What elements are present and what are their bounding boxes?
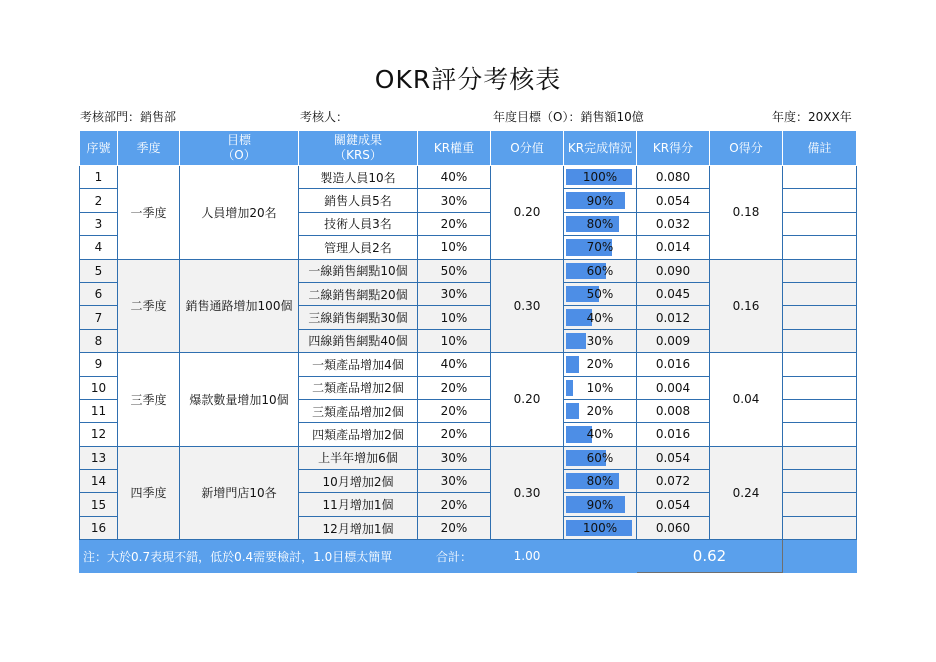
kr-score-cell: 0.054 [637,493,710,516]
header-remark: 備註 [783,131,857,166]
footer-total-score: 0.62 [637,540,783,573]
header-row [80,131,857,166]
kr-score-cell: 0.009 [637,329,710,352]
table-row [80,446,857,469]
weight-cell: 30% [418,282,491,305]
kr-score-cell: 0.060 [637,516,710,539]
remark-cell [783,166,857,189]
header-weight: KR權重 [418,131,491,166]
kr-score-cell: 0.016 [637,353,710,376]
key-result-cell: 銷售人員5名 [299,189,418,212]
row-no: 9 [80,353,118,376]
row-no: 11 [80,399,118,422]
completion-cell [564,446,637,469]
footer-total-label: 合計： [418,540,491,573]
row-no: 10 [80,376,118,399]
o-result-cell: 0.04 [710,353,783,447]
completion-label: 50% [586,287,614,302]
remark-cell [783,259,857,282]
weight-cell: 10% [418,306,491,329]
footer-note: 注：大於0.7表現不錯，低於0.4需要檢討，1.0目標太簡單 [80,540,418,573]
department-label: 考核部門：銷售部 [80,110,177,124]
header-o-result: O得分 [710,131,783,166]
row-no: 16 [80,516,118,539]
remark-cell [783,446,857,469]
kr-score-cell: 0.004 [637,376,710,399]
completion-cell [564,282,637,305]
kr-score-cell: 0.008 [637,399,710,422]
completion-cell [564,470,637,493]
remark-cell [783,516,857,539]
key-result-cell: 一類產品增加4個 [299,353,418,376]
completion-cell [564,329,637,352]
weight-cell: 20% [418,423,491,446]
table-row [80,353,857,376]
kr-score-cell: 0.032 [637,212,710,235]
o-score-cell: 0.30 [491,446,564,540]
completion-label: 100% [582,170,618,185]
row-no: 1 [80,166,118,189]
row-no: 14 [80,470,118,493]
page-title: OKR評分考核表 [374,65,562,94]
header-krs [299,131,418,166]
o-score-cell: 0.30 [491,259,564,353]
assessor-label: 考核人： [300,110,349,124]
kr-score-cell: 0.054 [637,446,710,469]
key-result-cell: 三類產品增加2個 [299,399,418,422]
weight-cell: 10% [418,329,491,352]
remark-cell [783,282,857,305]
completion-cell [564,306,637,329]
kr-score-cell: 0.016 [637,423,710,446]
remark-cell [783,470,857,493]
completion-label: 60% [586,263,614,278]
kr-score-cell: 0.045 [637,282,710,305]
key-result-cell: 三線銷售網點30個 [299,306,418,329]
weight-cell: 50% [418,259,491,282]
kr-score-cell: 0.014 [637,236,710,259]
completion-cell [564,259,637,282]
completion-label: 90% [586,497,614,512]
row-no: 12 [80,423,118,446]
footer-spacer [564,540,637,573]
completion-label: 30% [586,333,614,348]
completion-cell [564,376,637,399]
weight-cell: 40% [418,353,491,376]
completion-cell [564,236,637,259]
kr-score-cell: 0.080 [637,166,710,189]
completion-cell [564,353,637,376]
key-result-cell: 12月增加1個 [299,516,418,539]
key-result-cell: 11月增加1個 [299,493,418,516]
key-result-cell: 四類產品增加2個 [299,423,418,446]
completion-bar [566,356,579,372]
weight-cell: 20% [418,493,491,516]
weight-cell: 20% [418,212,491,235]
remark-cell [783,236,857,259]
year-label: 年度：20XX年 [772,110,852,124]
key-result-cell: 管理人員2名 [299,236,418,259]
key-result-cell: 上半年增加6個 [299,446,418,469]
okr-table [79,130,857,573]
remark-cell [783,329,857,352]
completion-bar [566,380,573,396]
completion-label: 100% [582,521,618,536]
remark-cell [783,353,857,376]
completion-label: 20% [586,404,614,419]
remark-cell [783,423,857,446]
header-objective-line2: （O） [222,148,256,162]
objective-cell: 人員增加20名 [180,166,299,260]
o-score-cell: 0.20 [491,166,564,260]
completion-label: 10% [586,380,614,395]
completion-cell [564,166,637,189]
weight-cell: 20% [418,516,491,539]
objective-cell: 新增門店10各 [180,446,299,540]
key-result-cell: 技術人員3名 [299,212,418,235]
completion-cell [564,516,637,539]
completion-cell [564,493,637,516]
header-o-score: O分值 [491,131,564,166]
weight-cell: 40% [418,166,491,189]
kr-score-cell: 0.090 [637,259,710,282]
kr-score-cell: 0.012 [637,306,710,329]
completion-label: 70% [586,240,614,255]
completion-label: 40% [586,427,614,442]
key-result-cell: 製造人員10名 [299,166,418,189]
row-no: 2 [80,189,118,212]
completion-cell [564,399,637,422]
row-no: 6 [80,282,118,305]
objective-cell: 爆款數量增加10個 [180,353,299,447]
header-completion: KR完成情況 [564,131,637,166]
o-score-cell: 0.20 [491,353,564,447]
completion-label: 40% [586,310,614,325]
quarter-cell: 二季度 [118,259,180,353]
kr-score-cell: 0.054 [637,189,710,212]
key-result-cell: 10月增加2個 [299,470,418,493]
header-krs-line2: （KRS） [334,148,382,162]
header-objective-line1: 目標 [226,133,251,147]
completion-bar [566,333,586,349]
row-no: 13 [80,446,118,469]
row-no: 7 [80,306,118,329]
weight-cell: 10% [418,236,491,259]
completion-cell [564,423,637,446]
row-no: 5 [80,259,118,282]
completion-label: 80% [586,216,614,231]
o-result-cell: 0.16 [710,259,783,353]
key-result-cell: 二線銷售網點20個 [299,282,418,305]
weight-cell: 20% [418,399,491,422]
row-no: 3 [80,212,118,235]
kr-score-cell: 0.072 [637,470,710,493]
completion-bar [566,403,579,419]
completion-cell [564,212,637,235]
row-no: 4 [80,236,118,259]
table-row [80,166,857,189]
o-result-cell: 0.18 [710,166,783,260]
remark-cell [783,399,857,422]
weight-cell: 30% [418,470,491,493]
completion-label: 60% [586,450,614,465]
annual-objective-label: 年度目標（O）：銷售額10億 [493,110,644,124]
header-krs-line1: 關鍵成果 [333,133,382,147]
row-no: 15 [80,493,118,516]
table-row [80,259,857,282]
quarter-cell: 一季度 [118,166,180,260]
quarter-cell: 三季度 [118,353,180,447]
objective-cell: 銷售通路增加100個 [180,259,299,353]
quarter-cell: 四季度 [118,446,180,540]
footer-remark [783,540,857,573]
footer-total-weight: 1.00 [491,540,564,573]
header-objective [180,131,299,166]
completion-cell [564,189,637,212]
completion-label: 20% [586,357,614,372]
header-no: 序號 [80,131,118,166]
o-result-cell: 0.24 [710,446,783,540]
completion-label: 80% [586,474,614,489]
key-result-cell: 四線銷售網點40個 [299,329,418,352]
row-no: 8 [80,329,118,352]
remark-cell [783,493,857,516]
remark-cell [783,306,857,329]
remark-cell [783,212,857,235]
header-quarter: 季度 [118,131,180,166]
remark-cell [783,376,857,399]
key-result-cell: 一線銷售網點10個 [299,259,418,282]
completion-label: 90% [586,193,614,208]
weight-cell: 30% [418,189,491,212]
weight-cell: 30% [418,446,491,469]
key-result-cell: 二類產品增加2個 [299,376,418,399]
weight-cell: 20% [418,376,491,399]
footer-row [80,540,857,573]
header-kr-score: KR得分 [637,131,710,166]
remark-cell [783,189,857,212]
